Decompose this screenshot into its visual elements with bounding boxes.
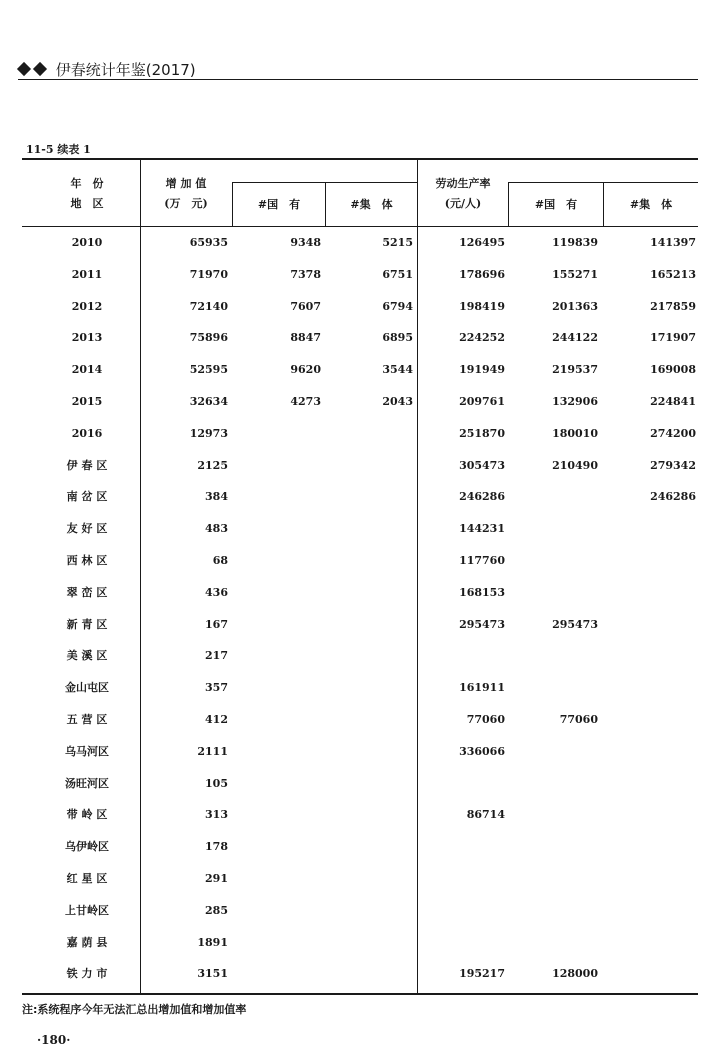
row-label: 带 岭 区 [66, 808, 108, 822]
cell-va-state: 9348 [290, 236, 321, 249]
cell-lp: 198419 [459, 299, 505, 313]
cell-lp-coll: 217859 [650, 299, 696, 313]
row-label: 2013 [71, 331, 103, 345]
table-label: 11-5 续表 1 [26, 143, 91, 156]
footnote: 注:系统程序今年无法汇总出增加值和增加值率 [22, 1003, 247, 1016]
cell-lp: 224252 [459, 331, 505, 345]
row-label: 南 岔 区 [66, 490, 108, 504]
row-label: 2011 [71, 267, 103, 281]
cell-lp: 191949 [459, 363, 505, 377]
cell-lp-state: 128000 [552, 967, 598, 981]
cell-lp-state: 155271 [552, 267, 598, 281]
cell-lp: 144231 [459, 522, 505, 536]
row-label: 美 溪 区 [66, 649, 108, 663]
cell-va-coll: 5215 [382, 236, 413, 249]
cell-va: 483 [205, 522, 228, 536]
header-collective: #集 体 [350, 198, 393, 211]
row-label: 铁 力 市 [66, 967, 108, 981]
row-label: 上甘岭区 [65, 903, 109, 917]
cell-lp: 161911 [459, 681, 505, 695]
row-label: 翠 峦 区 [66, 585, 108, 599]
cell-va: 436 [205, 585, 228, 599]
cell-va: 285 [205, 903, 228, 917]
cell-va: 357 [205, 681, 228, 695]
cell-va: 178 [205, 840, 228, 854]
cell-va: 1891 [197, 935, 228, 949]
header-collective-2: #集 体 [629, 198, 673, 211]
cell-lp: 195217 [459, 967, 505, 981]
cell-va: 412 [205, 713, 228, 726]
cell-lp-coll: 141397 [650, 236, 696, 249]
header-value-added: 增 加 值 (万 元) [164, 177, 208, 210]
cell-lp-state: 132906 [552, 395, 598, 408]
cell-lp-state: 219537 [552, 363, 598, 377]
running-header [19, 59, 196, 80]
row-label: 乌伊岭区 [65, 840, 109, 854]
cell-lp-coll: 274200 [650, 426, 696, 440]
row-label: 2012 [71, 299, 103, 313]
cell-lp-state: 244122 [552, 331, 598, 345]
row-label: 红 星 区 [66, 872, 108, 885]
cell-lp-coll: 169008 [650, 363, 696, 377]
cell-lp: 178696 [459, 267, 505, 281]
cell-lp: 117760 [459, 554, 505, 567]
row-label: 金山屯区 [65, 681, 109, 695]
cell-va-state: 9620 [290, 363, 321, 377]
cell-lp: 168153 [459, 585, 505, 599]
cell-lp-state: 295473 [552, 617, 598, 631]
cell-va: 2111 [197, 744, 228, 758]
cell-va: 52595 [189, 363, 228, 377]
cell-va: 167 [205, 617, 228, 631]
row-label: 2016 [71, 426, 103, 440]
cell-lp: 209761 [459, 395, 505, 408]
cell-lp-coll: 165213 [650, 267, 696, 281]
cell-va: 3151 [197, 967, 228, 981]
cell-va: 68 [212, 554, 228, 567]
cell-va: 313 [205, 808, 228, 822]
header-rule [18, 79, 698, 80]
row-label: 西 林 区 [66, 554, 108, 567]
row-label: 汤旺河区 [65, 776, 109, 790]
page-number: ·180· [37, 1033, 71, 1047]
cell-va: 217 [205, 649, 228, 663]
cell-lp-state: 201363 [552, 299, 598, 313]
cell-lp-coll: 279342 [650, 458, 696, 472]
cell-lp: 305473 [459, 458, 505, 472]
table-top-rule [22, 158, 698, 160]
cell-va-coll: 2043 [382, 395, 413, 408]
header-productivity: 劳动生产率 (元/人) [435, 177, 491, 210]
table-bottom-rule [22, 993, 698, 995]
row-label: 伊 春 区 [66, 458, 108, 472]
cell-lp: 126495 [459, 236, 505, 249]
header-state-owned-2: #国 有 [534, 198, 578, 211]
diamond-icon [17, 62, 31, 76]
row-label: 友 好 区 [66, 522, 108, 536]
cell-va: 12973 [189, 426, 228, 440]
col-divider [140, 158, 141, 995]
row-label: 五 营 区 [66, 713, 108, 726]
row-label: 新 青 区 [66, 617, 108, 631]
cell-va: 71970 [189, 267, 228, 281]
header-year-region: 年 份 地 区 [70, 177, 104, 210]
cell-lp: 77060 [466, 713, 505, 726]
cell-va: 65935 [189, 236, 228, 249]
cell-va: 105 [205, 776, 228, 790]
cell-lp-coll: 171907 [650, 331, 696, 345]
cell-va-coll: 6794 [382, 299, 413, 313]
cell-va-coll: 3544 [382, 363, 413, 377]
cell-va: 291 [205, 872, 228, 885]
cell-va: 384 [205, 490, 228, 504]
cell-va-state: 4273 [290, 395, 321, 408]
cell-va-state: 8847 [290, 331, 321, 345]
cell-va-state: 7607 [290, 299, 321, 313]
cell-lp-state: 77060 [559, 713, 598, 726]
cell-va: 2125 [197, 458, 228, 472]
cell-lp: 86714 [466, 808, 505, 822]
cell-va-coll: 6895 [382, 331, 413, 345]
cell-lp: 336066 [459, 744, 505, 758]
row-label: 2015 [71, 395, 103, 408]
cell-lp-coll: 224841 [650, 395, 696, 408]
cell-lp: 246286 [459, 490, 505, 504]
cell-va: 75896 [189, 331, 228, 345]
cell-lp: 251870 [459, 426, 505, 440]
header-bottom-rule [22, 226, 698, 227]
cell-va-state: 7378 [290, 267, 321, 281]
header-state-owned: #国 有 [257, 198, 301, 211]
row-label: 2014 [71, 363, 103, 377]
cell-lp-state: 180010 [552, 426, 598, 440]
row-label: 嘉 荫 县 [66, 935, 108, 949]
cell-va-coll: 6751 [382, 267, 413, 281]
cell-va: 72140 [189, 299, 228, 313]
cell-lp: 295473 [459, 617, 505, 631]
col-divider [417, 158, 418, 995]
diamond-icon [33, 62, 47, 76]
cell-va: 32634 [189, 395, 228, 408]
row-label: 乌马河区 [65, 744, 109, 758]
cell-lp-state: 210490 [552, 458, 598, 472]
cell-lp-coll: 246286 [650, 490, 696, 504]
cell-lp-state: 119839 [552, 236, 598, 249]
header-title: 伊春统计年鉴(2017) [55, 61, 196, 79]
row-label: 2010 [71, 236, 103, 249]
